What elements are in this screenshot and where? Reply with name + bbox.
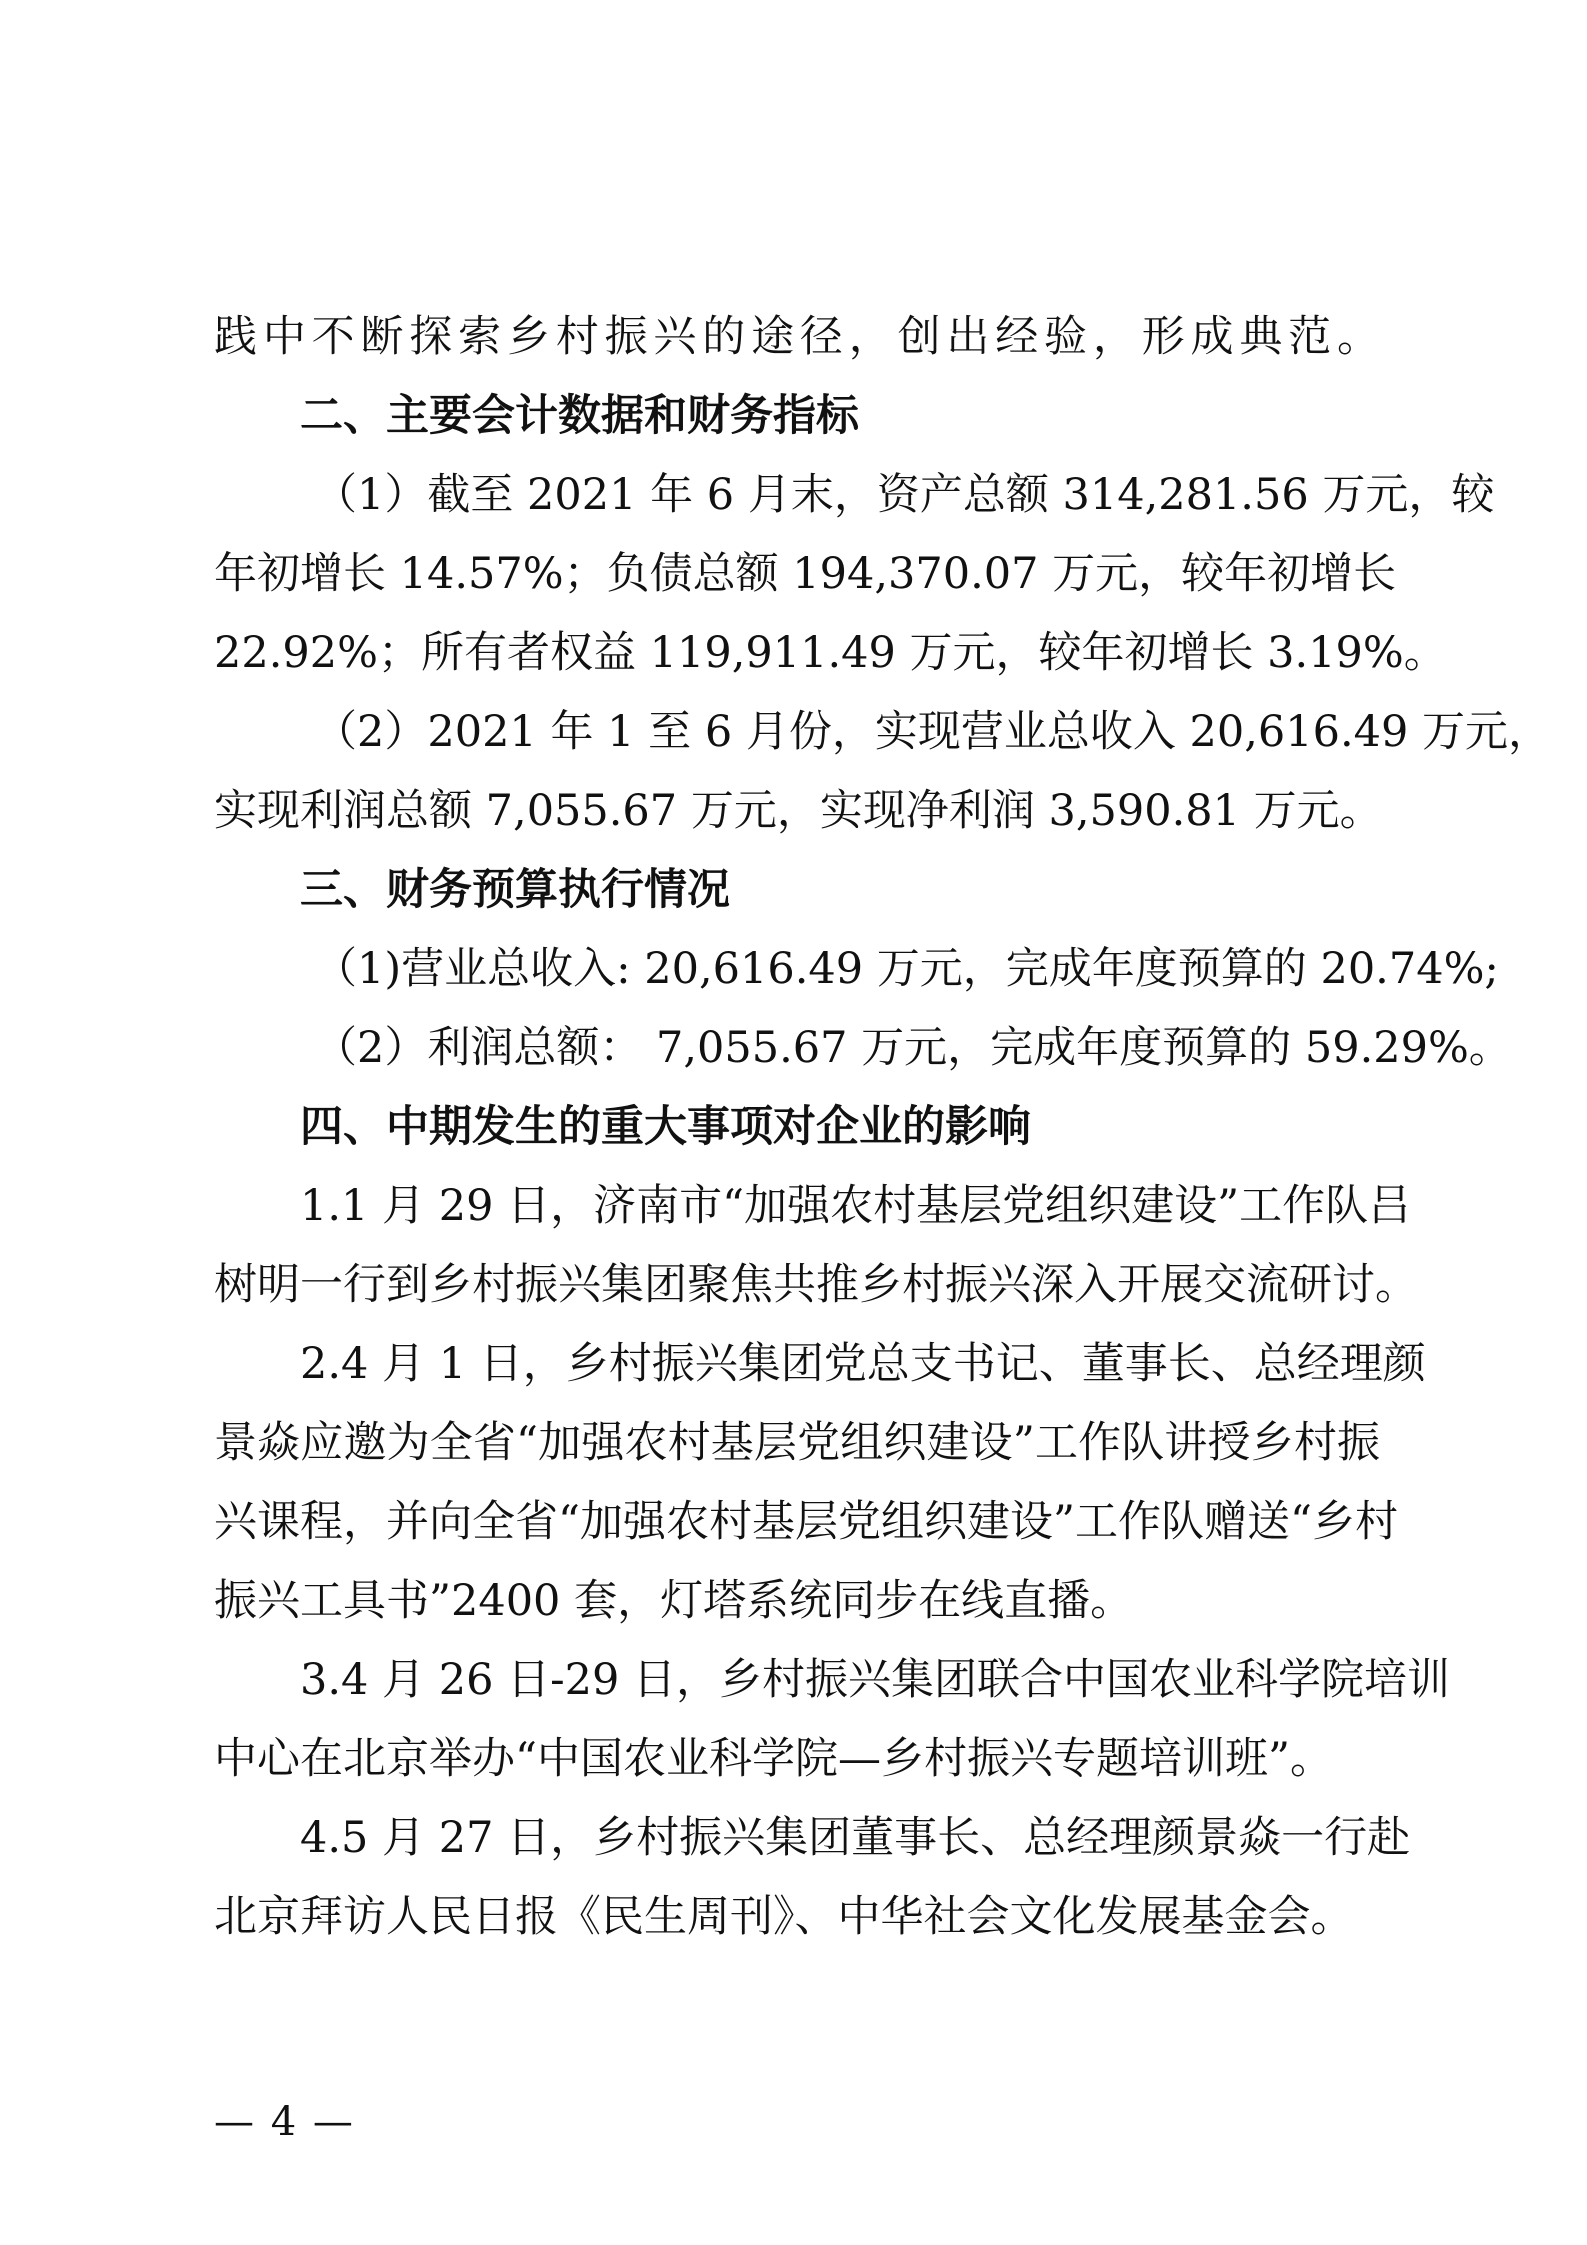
paragraph-line: 中心在北京举办“中国农业科学院—乡村振兴专题培训班”。 (214, 1734, 1333, 1784)
paragraph-line: 实现利润总额 7,055.67 万元，实现净利润 3,590.81 万元。 (214, 786, 1383, 836)
paragraph-line: 22.92%；所有者权益 119,911.49 万元，较年初增长 3.19%。 (214, 628, 1447, 678)
paragraph-line: （2）2021 年 1 至 6 月份，实现营业总收入 20,616.49 万元， (314, 707, 1552, 757)
section-heading-major-events: 四、中期发生的重大事项对企业的影响 (300, 1102, 1031, 1152)
document-body (214, 298, 1552, 1957)
paragraph-line: （2）利润总额： 7,055.67 万元，完成年度预算的 59.29%。 (314, 1023, 1512, 1073)
paragraph-line: 年初增长 14.57%；负债总额 194,370.07 万元，较年初增长 (214, 549, 1397, 599)
section-heading-accounting-data: 二、主要会计数据和财务指标 (300, 391, 859, 441)
paragraph-line: 北京拜访人民日报《民生周刊》、中华社会文化发展基金会。 (214, 1892, 1354, 1942)
paragraph-line: 3.4 月 26 日-29 日，乡村振兴集团联合中国农业科学院培训 (300, 1655, 1451, 1705)
paragraph-line: 1.1 月 29 日，济南市“加强农村基层党组织建设”工作队吕 (300, 1181, 1412, 1231)
paragraph-line: （1)营业总收入: 20,616.49 万元，完成年度预算的 20.74%; (314, 944, 1499, 994)
paragraph-line: 景焱应邀为全省“加强农村基层党组织建设”工作队讲授乡村振 (214, 1418, 1380, 1468)
section-heading-budget-execution: 三、财务预算执行情况 (300, 865, 730, 915)
paragraph-line: 振兴工具书”2400 套，灯塔系统同步在线直播。 (214, 1576, 1134, 1626)
paragraph-line: 践中不断探索乡村振兴的途径，创出经验，形成典范。 (214, 312, 1380, 362)
paragraph-line: 兴课程，并向全省“加强农村基层党组织建设”工作队赠送“乡村 (214, 1497, 1398, 1547)
paragraph-line: 树明一行到乡村振兴集团聚焦共推乡村振兴深入开展交流研讨。 (214, 1260, 1418, 1310)
paragraph-line: 4.5 月 27 日，乡村振兴集团董事长、总经理颜景焱一行赴 (300, 1813, 1411, 1863)
paragraph-line: （1）截至 2021 年 6 月末，资产总额 314,281.56 万元，较 (314, 470, 1495, 520)
paragraph-line: 2.4 月 1 日，乡村振兴集团党总支书记、董事长、总经理颜 (300, 1339, 1426, 1389)
page-number: — 4 — (214, 2099, 355, 2145)
